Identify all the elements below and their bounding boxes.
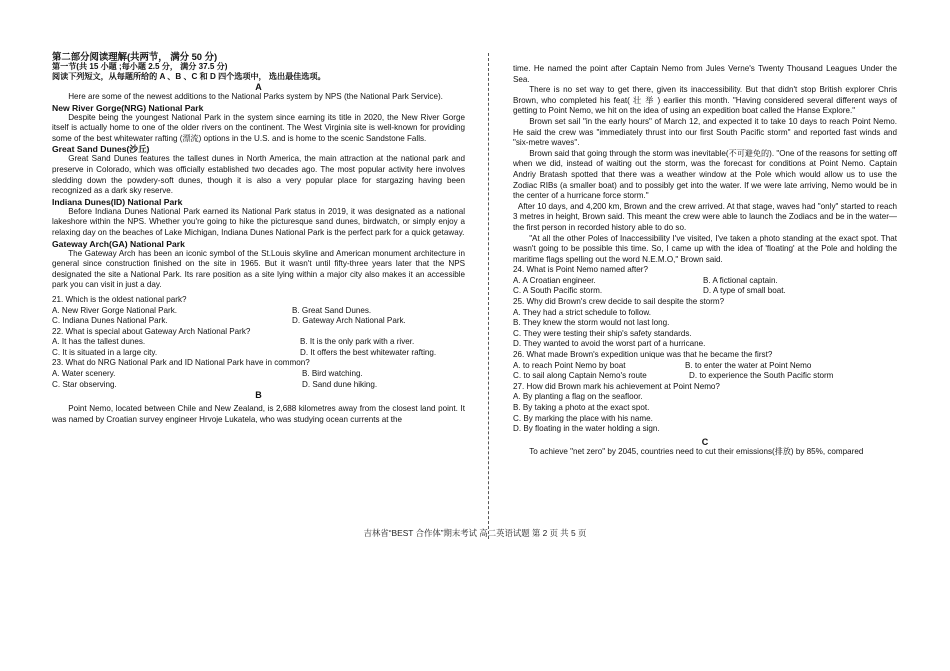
section-title-gateway-arch: Gateway Arch(GA) National Park xyxy=(52,238,185,249)
page-footer: 吉林省“BEST 合作体”期末考试 高二英语试题 第 2 页 共 5 页 xyxy=(363,528,587,538)
passage-b-paragraph-6: "At all the other Poles of Inaccessibility I've visited, I've taken a photo standing at the exact spot. That wasn't going to be possible this time. So, I came up with the idea of 'floating' at the Pole and holding the maritime flags spelling out the word N.E.M.O," Brown said. xyxy=(513,233,897,264)
question-27-option-d[interactable]: D. By floating in the water holding a sign. xyxy=(513,424,660,434)
passage-b-paragraph-1-end: time. He named the point after Captain Nemo from Jules Verne's Twenty Thousand Leagues Under the Sea. xyxy=(513,64,897,84)
question-26-option-d[interactable]: D. to experience the South Pacific storm xyxy=(689,371,834,381)
question-22-stem: 22. What is special about Gateway Arch National Park? xyxy=(52,326,251,336)
question-23-option-d[interactable]: D. Sand dune hiking. xyxy=(302,379,378,389)
passage-c-label: C xyxy=(701,436,709,447)
question-24-option-c[interactable]: C. A South Pacific storm. xyxy=(513,286,603,296)
question-22-options-row-1 xyxy=(52,337,465,348)
section-title-indiana-dunes: Indiana Dunes(ID) National Park xyxy=(52,196,183,207)
question-21-options-row-2 xyxy=(52,316,465,327)
question-23-options-row-1 xyxy=(52,369,465,380)
section-text-gateway-arch: The Gateway Arch has been an iconic symbol of the St.Louis skyline and American monument architecture in general since construction finished on the site in 1965. But it wasn't until fifty-three years later that the NPS designated the site a National Park. Its rare position as a site lying within a major city also makes it an accessible park you can visit in just a day. xyxy=(52,248,465,290)
passage-b-paragraph-5: After 10 days, and 4,200 km, Brown and the crew arrived. At that stage, waves had "only" started to reach 3 metres in height, Brown said. This meant the crew were able to launch the Zodiacs and be in the water—the first person in recorded history able to do so. xyxy=(513,201,897,232)
passage-b-paragraph-3: Brown set sail "in the early hours" of March 12, and expected it to take 10 days to reach Point Nemo. He said the crew was "immediately thrust into our first South Pacific storm" and reported fast winds and "six-metre waves". xyxy=(513,116,897,148)
question-26-options-row-2 xyxy=(513,371,897,382)
question-22-options-row-2 xyxy=(52,348,465,359)
question-25-option-c[interactable]: C. They were testing their ship's safety standards. xyxy=(513,328,692,338)
question-23-option-c[interactable]: C. Star observing. xyxy=(52,379,117,389)
section-title-nrg: New River Gorge(NRG) National Park xyxy=(52,102,204,113)
section-text-nrg: Despite being the youngest National Park in the system since earning its title in 2020, the New River Gorge itself is actually home to one of the older rivers on the continent. The West Virginia site is well-known for providing some of the best whitewater rafting (漂流) options in the U.S. and is home to the scenic Sandstone Falls. xyxy=(52,112,465,143)
passage-c-paragraph-1: To achieve "net zero" by 2045, countries need to cut their emissions(排放) by 85%, compared xyxy=(529,446,864,456)
question-26-stem: 26. What made Brown's expedition unique was that he became the first? xyxy=(513,350,773,360)
section-text-indiana-dunes: Before Indiana Dunes National Park earned its National Park status in 2019, it was designated as a national lakeshore within the NPS. Whether you're going to hike the picturesque sand dunes, birdwatch, or simply enjoy a relaxing day on the beaches of Lake Michigan, Indiana Dunes National Park is the perfect park for a quick getaway. xyxy=(52,206,465,237)
part-title: 第二部分阅读理解(共两节， 满分 50 分) xyxy=(52,51,218,62)
passage-b-paragraph-1-start: Point Nemo, located between Chile and New Zealand, is 2,688 kilometres away from the closest land point. It was named by Croatian survey engineer Hrvoje Lukatela, who was studying ocean currents at the xyxy=(52,404,465,424)
question-21-options-row-1 xyxy=(52,306,465,317)
question-24-stem: 24. What is Point Nemo named after? xyxy=(513,265,648,275)
question-26-option-a[interactable]: A. to reach Point Nemo by boat xyxy=(513,360,626,370)
section-title-great-sand-dunes: Great Sand Dunes(沙丘) xyxy=(52,144,150,155)
column-divider xyxy=(488,53,489,539)
question-25-stem: 25. Why did Brown's crew decide to sail despite the storm? xyxy=(513,297,725,307)
section-title: 第一节(共 15 小题 ;每小题 2.5 分， 满分 37.5 分) xyxy=(52,62,228,71)
question-26-option-b[interactable]: B. to enter the water at Point Nemo xyxy=(685,360,812,370)
question-24-options-row-1 xyxy=(513,276,897,287)
instruction-text: 阅读下列短文，从每题所给的 A 、B 、C 和 D 四个选项中， 选出最佳选项。 xyxy=(52,72,326,81)
question-21-option-a[interactable]: A. New River Gorge National Park. xyxy=(52,305,178,315)
passage-a-label: A xyxy=(255,82,262,92)
question-25-option-b[interactable]: B. They knew the storm would not last long. xyxy=(513,318,670,328)
passage-b-label: B xyxy=(255,390,262,401)
question-22-option-b[interactable]: B. It is the only park with a river. xyxy=(300,337,415,347)
question-24-options-row-2 xyxy=(513,286,897,297)
question-26-option-c[interactable]: C. to sail along Captain Nemo's route xyxy=(513,371,647,381)
passage-b-paragraph-4: Brown said that going through the storm was inevitable(不可避免的). "One of the reasons for setting off when we did, instead of waiting out the storm, was the forecast for conditions at Point Nemo. Captain Andriy Bratash spotted that there was a weather window at the Pole which would allow us to use the Zodiac RIBs (a smaller boat) and to possibly get into the water. If we were late arriving, Nemo would be in the center of a hurricane force storm." xyxy=(513,148,897,201)
question-22-option-c[interactable]: C. It is situated in a large city. xyxy=(52,347,158,357)
right-column xyxy=(513,64,897,457)
question-22-option-d[interactable]: D. It offers the best whitewater rafting. xyxy=(300,347,437,357)
question-21-stem: 21. Which is the oldest national park? xyxy=(52,294,187,304)
question-26-options-row-1 xyxy=(513,361,897,372)
question-25-option-d[interactable]: D. They wanted to avoid the worst part of a hurricane. xyxy=(513,339,706,349)
question-23-option-a[interactable]: A. Water scenery. xyxy=(52,369,116,379)
passage-a-intro: Here are some of the newest additions to the National Parks system by NPS (the National Park Service). xyxy=(68,92,443,101)
question-21-option-b[interactable]: B. Great Sand Dunes. xyxy=(292,305,372,315)
question-27-stem: 27. How did Brown mark his achievement at Point Nemo? xyxy=(513,381,720,391)
question-21-option-d[interactable]: D. Gateway Arch National Park. xyxy=(292,316,406,326)
question-22-option-a[interactable]: A. It has the tallest dunes. xyxy=(52,337,146,347)
left-column xyxy=(52,51,465,425)
question-23-option-b[interactable]: B. Bird watching. xyxy=(302,369,363,379)
question-25-option-a[interactable]: A. They had a strict schedule to follow. xyxy=(513,307,651,317)
question-27-option-c[interactable]: C. By marking the place with his name. xyxy=(513,413,653,423)
question-27-option-b[interactable]: B. By taking a photo at the exact spot. xyxy=(513,403,650,412)
question-24-option-b[interactable]: B. A fictional captain. xyxy=(703,275,778,285)
question-23-stem: 23. What do NRG National Park and ID National Park have in common? xyxy=(52,358,310,368)
question-27-option-a[interactable]: A. By planting a flag on the seafloor. xyxy=(513,392,643,402)
question-24-option-d[interactable]: D. A type of small boat. xyxy=(703,286,786,296)
question-23-options-row-2 xyxy=(52,380,465,391)
question-21-option-c[interactable]: C. Indiana Dunes National Park. xyxy=(52,316,168,326)
section-text-great-sand-dunes: Great Sand Dunes features the tallest dunes in North America, the main attraction at the national park and preserve in Colorado, which was officially established two decades ago. The most popular activity here involves sledding down the powdery-soft dunes, though it is also a very popular place for stargazing having been recognized as a dark sky reserve. xyxy=(52,154,465,196)
passage-b-paragraph-2: There is no set way to get there, given its inaccessibility. But that didn't stop British explorer Chris Brown, who completed his feat( 壮 举 ) earlier this month. "Having considered several different ways of getting to Point Nemo, we hit on the idea of using an expedition boat called the Hanse Explore." xyxy=(513,85,897,116)
question-24-option-a[interactable]: A. A Croatian engineer. xyxy=(513,275,596,285)
